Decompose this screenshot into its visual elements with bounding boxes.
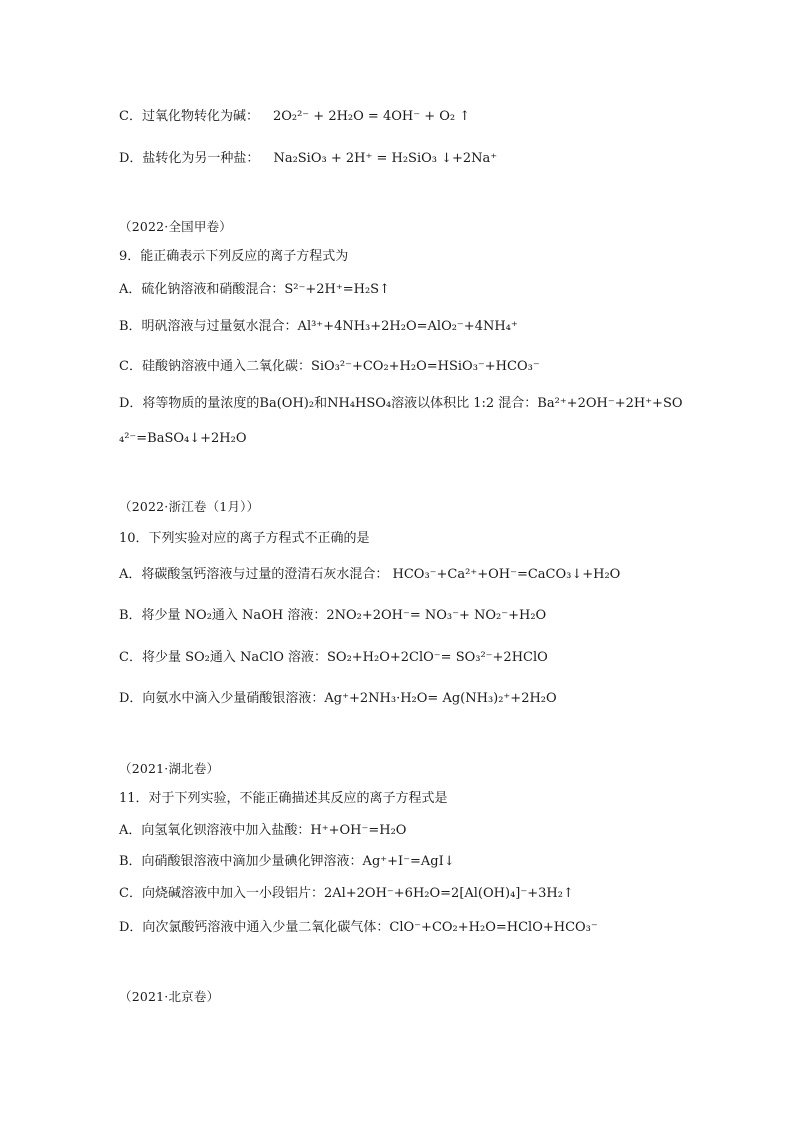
q10-option-d: D．向氨水中滴入少量硝酸银溶液：Ag⁺+2NH₃·H₂O= Ag(NH₃)₂⁺+2H₂O [119, 691, 557, 706]
q9-option-d-line2: ₄²⁻=BaSO₄↓+2H₂O [119, 431, 247, 446]
q10-stem: 10．下列实验对应的离子方程式不正确的是 [119, 531, 370, 546]
q9-option-a: A．硫化钠溶液和硝酸混合：S²⁻+2H⁺=H₂S↑ [119, 282, 390, 297]
q11-option-a: A．向氢氧化钡溶液中加入盐酸：H⁺+OH⁻=H₂O [119, 823, 407, 838]
q10-source: （2022·浙江卷（1月）） [119, 499, 260, 514]
q12-source: （2021·北京卷） [119, 989, 220, 1004]
q11-option-c: C．向烧碱溶液中加入一小段铝片：2Al+2OH⁻+6H₂O=2[Al(OH)₄]⁻+3H₂↑ [119, 886, 574, 901]
q8-option-c-label: C．过氧化物转化为碱： [119, 109, 259, 124]
q9-stem: 9．能正确表示下列反应的离子方程式为 [119, 249, 349, 264]
q9-option-d-line1: D．将等物质的量浓度的Ba(OH)₂和NH₄HSO₄溶液以体积比 1:2 混合：Ba²⁺+2OH⁻+2H⁺+SO [119, 396, 683, 411]
q9-option-b: B．明矾溶液与过量氨水混合：Al³⁺+4NH₃+2H₂O=AlO₂⁻+4NH₄⁺ [119, 319, 518, 334]
q10-option-b: B．将少量 NO₂通入 NaOH 溶液：2NO₂+2OH⁻= NO₃⁻+ NO₂⁻+H₂O [119, 608, 547, 623]
q11-option-b: B．向硝酸银溶液中滴加少量碘化钾溶液：Ag⁺+I⁻=AgI↓ [119, 854, 455, 869]
q9-source: （2022·全国甲卷） [119, 219, 232, 234]
q8-option-d [119, 150, 497, 168]
q10-option-c: C．将少量 SO₂通入 NaClO 溶液：SO₂+H₂O+2ClO⁻= SO₃²⁻+2HClO [119, 650, 548, 665]
q8-option-d-equation: Na₂SiO₃ + 2H⁺ = H₂SiO₃ ↓+2Na⁺ [273, 151, 498, 166]
q10-option-a: A．将碳酸氢钙溶液与过量的澄清石灰水混合： HCO₃⁻+Ca²⁺+OH⁻=CaCO₃↓+H₂O [119, 567, 621, 582]
q8-option-d-label: D．盐转化为另一种盐： [119, 151, 260, 166]
q8-option-c-equation: 2O₂²⁻ + 2H₂O = 4OH⁻ + O₂ ↑ [272, 109, 471, 124]
q11-option-d: D．向次氯酸钙溶液中通入少量二氧化碳气体：ClO⁻+CO₂+H₂O=HClO+HCO₃⁻ [119, 920, 598, 935]
q11-stem: 11．对于下列实验，不能正确描述其反应的离子方程式是 [119, 791, 448, 806]
q9-option-c: C．硅酸钠溶液中通入二氧化碳：SiO₃²⁻+CO₂+H₂O=HSiO₃⁻+HCO₃⁻ [119, 359, 540, 374]
q11-source: （2021·湖北卷） [119, 761, 220, 776]
q8-option-c [119, 108, 470, 126]
